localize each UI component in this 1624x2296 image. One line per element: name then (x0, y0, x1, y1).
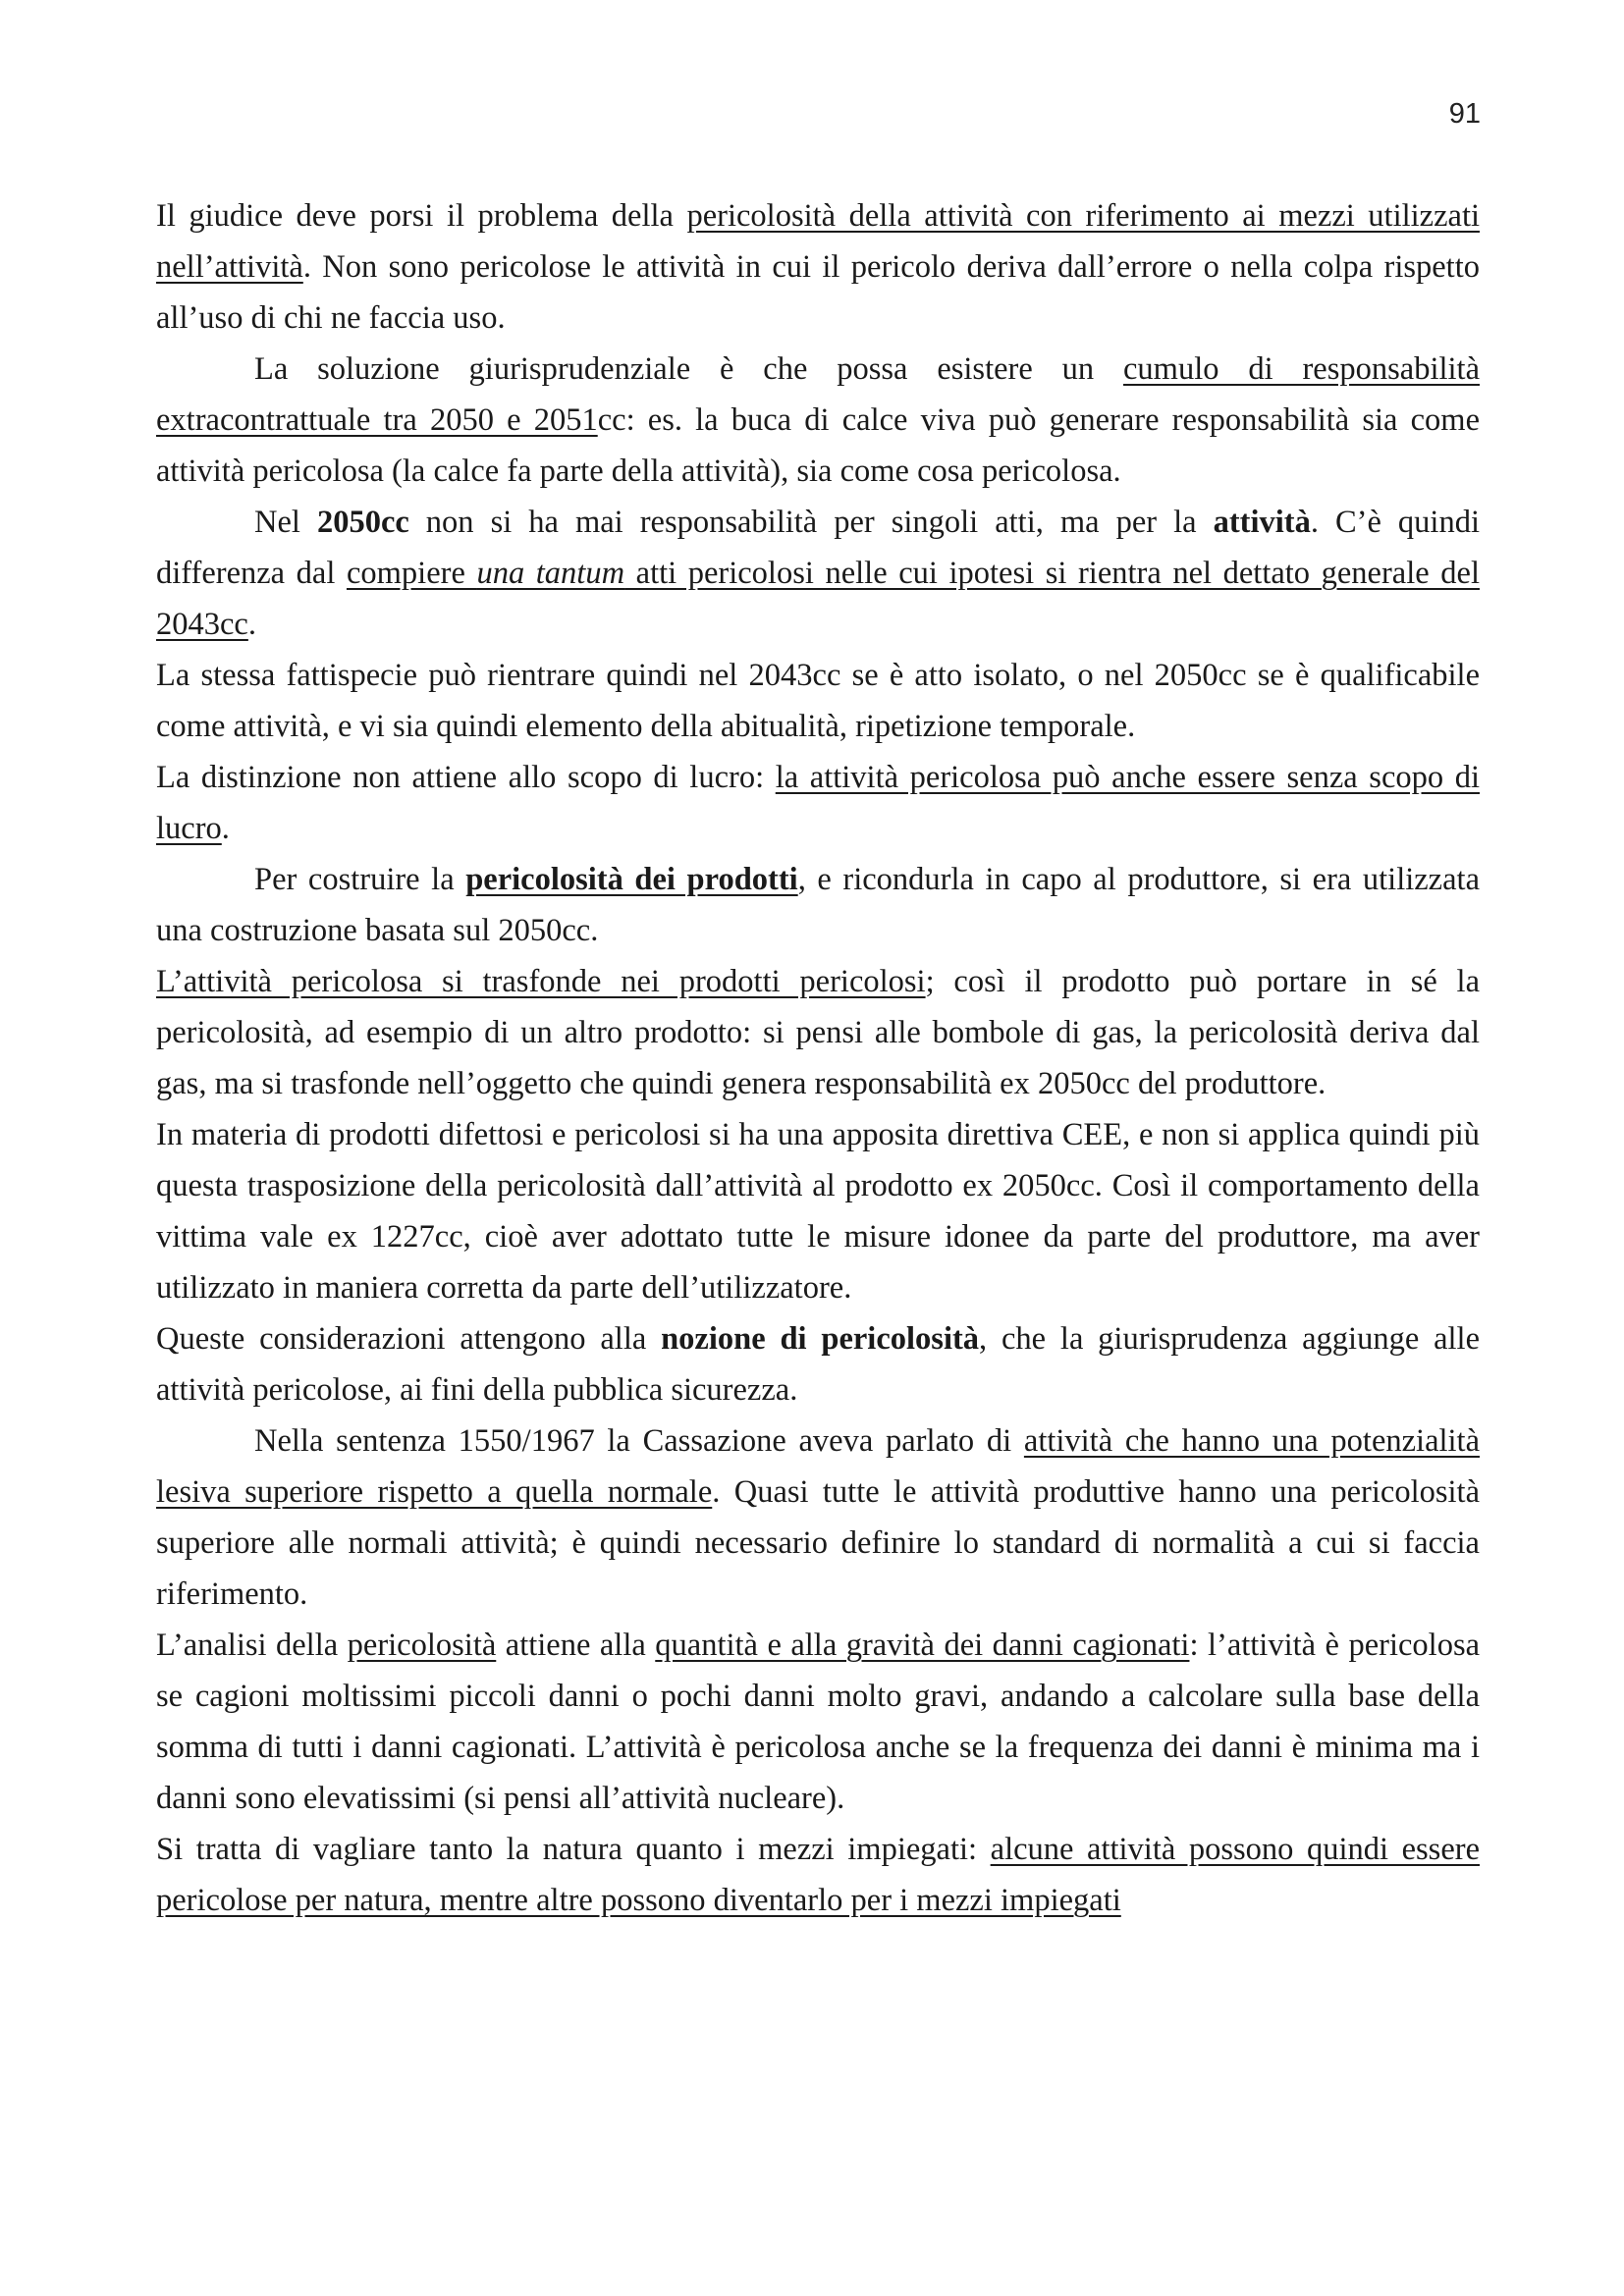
text-run: In materia di prodotti difettosi e pericolosi si ha una apposita direttiva CEE, e non si applica quindi più questa trasposizione della pericolosità dall’attività al prodotto ex 2050cc. Così il comportamento della vittima vale ex 1227cc, cioè aver adottato tutte le misure idonee da parte del produttore, ma aver utilizzato in maniera corretta da parte dell’utilizzatore. (156, 1117, 1480, 1306)
paragraph-9 (156, 1313, 1480, 1415)
paragraph-8 (156, 1109, 1480, 1313)
text-run: attiene alla (496, 1628, 656, 1663)
page-number: 91 (1448, 98, 1481, 130)
document-body (156, 190, 1480, 1926)
bold-text: nozione di pericolosità (661, 1321, 980, 1357)
bold-text: attività (1213, 505, 1311, 540)
paragraph-10 (156, 1415, 1480, 1620)
text-run: Nel (254, 505, 317, 540)
paragraph-4 (156, 650, 1480, 752)
bold-text: 2050cc (316, 505, 409, 540)
paragraph-1 (156, 190, 1480, 344)
text-run: cc: es. la buca di calce viva può generare responsabilità sia come attività pericolosa (la calce fa parte della attività), sia come cosa pericolosa. (156, 402, 1480, 489)
text-run: Per costruire la (254, 862, 466, 897)
text-run: ; così il prodotto può portare in sé la pericolosità, ad esempio di un altro prodotto: si pensi alle bombole di gas, la pericolosità deriva dal gas, ma si trasfonde nell’oggetto che quindi genera responsabilità ex 2050cc del produttore. (156, 964, 1481, 1101)
bold-underlined-text: pericolosità dei prodotti (465, 862, 798, 897)
paragraph-2 (156, 344, 1480, 497)
paragraph-7 (156, 956, 1480, 1109)
underlined-text: pericolosità (347, 1628, 497, 1663)
text-run: . Quasi tutte le attività produttive hanno una pericolosità superiore alle normali attività; è quindi necessario definire lo standard di normalità a cui si faccia riferimento. (156, 1474, 1480, 1612)
underlined-text: alcune attività possono quindi essere pericolose per natura, mentre altre possono diventarlo per i mezzi impiegati (156, 1832, 1480, 1918)
underlined-text: la attività pericolosa può anche essere senza scopo di lucro (156, 760, 1481, 846)
text-run: . C’è quindi differenza dal (156, 505, 1480, 591)
paragraph-11 (156, 1620, 1480, 1824)
text-run: Queste considerazioni attengono alla (156, 1321, 662, 1357)
underlined-text: L’attività pericolosa si trasfonde nei prodotti pericolosi (156, 964, 926, 999)
underlined-text: attività che hanno una potenzialità lesiva superiore rispetto a quella normale (156, 1423, 1481, 1510)
underlined-text: cumulo di responsabilità extracontrattuale tra 2050 e 2051 (156, 351, 1480, 438)
text-run: La distinzione non attiene allo scopo di lucro: (156, 760, 776, 795)
text-run: : l’attività è pericolosa se cagioni moltissimi piccoli danni o pochi danni molto gravi, andando a calcolare sulla base della somma di tutti i danni cagionati. L’attività è pericolosa anche se la frequenza dei danni è minima ma i danni sono elevatissimi (si pensi all’attività nucleare). (156, 1628, 1481, 1816)
underlined-text: pericolosità della attività con riferimento ai mezzi utilizzati nell’attività (156, 198, 1480, 285)
text-run: , e ricondurla in capo al produttore, si era utilizzata una costruzione basata sul 2050cc. (156, 862, 1480, 948)
underlined-text: quantità e alla gravità dei danni cagionati (655, 1628, 1190, 1663)
text-run: , che la giurisprudenza aggiunge alle attività pericolose, ai fini della pubblica sicurezza. (156, 1321, 1480, 1408)
text-run: Si tratta di vagliare tanto la natura quanto i mezzi impiegati: (156, 1832, 991, 1867)
text-run: La stessa fattispecie può rientrare quindi nel 2043cc se è atto isolato, o nel 2050cc se è qualificabile come attività, e vi sia quindi elemento della abitualità, ripetizione temporale. (156, 658, 1480, 744)
text-run: . (247, 607, 256, 642)
underlined-text: atti pericolosi nelle cui ipotesi si rientra nel dettato generale del 2043cc (156, 556, 1480, 642)
text-run: Il giudice deve porsi il problema della (156, 198, 687, 234)
text-run: . Non sono pericolose le attività in cui il pericolo deriva dall’errore o nella colpa rispetto all’uso di chi ne faccia uso. (156, 249, 1480, 336)
paragraph-12 (156, 1824, 1480, 1926)
text-run: non si ha mai responsabilità per singoli atti, ma per la (408, 505, 1214, 540)
paragraph-6 (156, 854, 1480, 956)
italic-underlined-text: una tantum (476, 556, 625, 591)
underlined-text: compiere (346, 556, 477, 591)
paragraph-3 (156, 497, 1480, 650)
text-run: . (221, 811, 230, 846)
text-run: L’analisi della (156, 1628, 348, 1663)
text-run: Nella sentenza 1550/1967 la Cassazione aveva parlato di (254, 1423, 1024, 1459)
paragraph-5 (156, 752, 1480, 854)
text-run: La soluzione giurisprudenziale è che possa esistere un (254, 351, 1123, 387)
